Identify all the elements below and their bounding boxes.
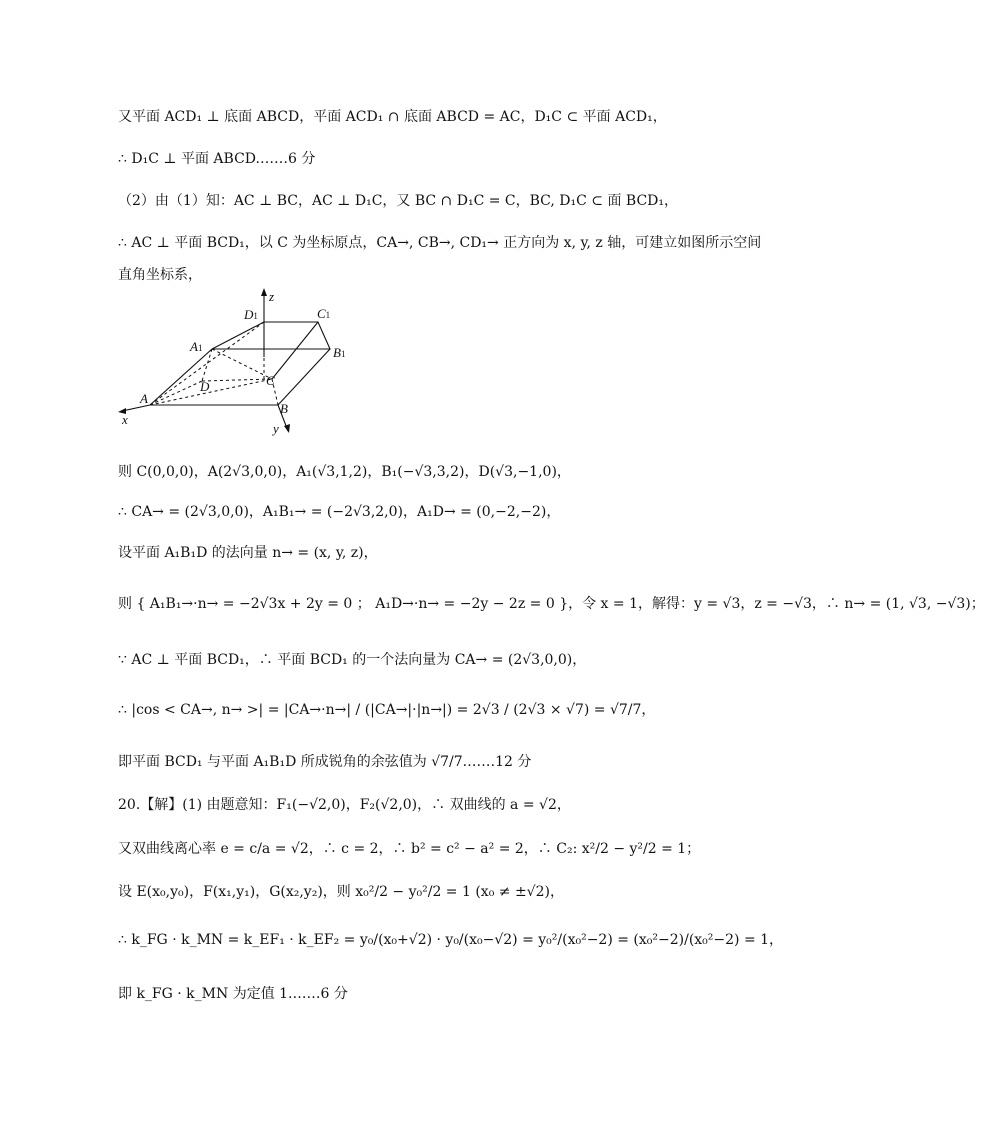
svg-text:C1: C1: [317, 306, 331, 321]
line-11: ∴ |cos < CA→, n→ >| = |CA→·n→| / (|CA→|·|n→|) = 2√3 / (2√3 × √7) = √7/7，: [118, 702, 656, 718]
line-10: ∵ AC ⊥ 平面 BCD₁，∴ 平面 BCD₁ 的一个法向量为 CA→ = (2√3,0,0)，: [118, 652, 587, 668]
line-16: ∴ k_FG · k_MN = k_EF₁ · k_EF₂ = y₀/(x₀+√2) · y₀/(x₀−√2) = y₀²/(x₀²−2) = (x₀²−2)/(x₀²−2) = 1，: [118, 932, 784, 948]
line-4: ∴ AC ⊥ 平面 BCD₁，以 C 为坐标原点，CA→, CB→, CD₁→ 正方向为 x, y, z 轴，可建立如图所示空间: [118, 235, 762, 251]
line-7: ∴ CA→ = (2√3,0,0)，A₁B₁→ = (−2√3,2,0)，A₁D→ = (0,−2,−2)，: [118, 504, 561, 520]
svg-text:y: y: [273, 421, 279, 436]
line-2: ∴ D₁C ⊥ 平面 ABCD.……6 分: [118, 151, 316, 167]
line-9: 则 { A₁B₁→·n→ = −2√3x + 2y = 0 ； A₁D→·n→ = −2y − 2z = 0 }，令 x = 1，解得：y = √3，z = −√3，∴ n→ = (1, √3, −√3)；: [118, 596, 985, 612]
line-3: （2）由（1）知：AC ⊥ BC，AC ⊥ D₁C，又 BC ∩ D₁C = C，BC, D₁C ⊂ 面 BCD₁，: [118, 193, 679, 209]
svg-text:D1: D1: [244, 307, 258, 322]
line-17: 即 k_FG · k_MN 为定值 1.……6 分: [118, 986, 348, 1002]
svg-text:C: C: [266, 373, 275, 388]
coordinate-figure: [112, 287, 372, 436]
svg-text:z: z: [269, 289, 275, 304]
line-6: 则 C(0,0,0)，A(2√3,0,0)，A₁(√3,1,2)，B₁(−√3,3,2)，D(√3,−1,0)，: [118, 464, 571, 480]
line-13: 20.【解】(1) 由题意知：F₁(−√2,0)，F₂(√2,0)，∴ 双曲线的 a = √2，: [118, 797, 571, 813]
line-1: 又平面 ACD₁ ⊥ 底面 ABCD，平面 ACD₁ ∩ 底面 ABCD = AC，D₁C ⊂ 平面 ACD₁，: [118, 109, 667, 125]
svg-text:A1: A1: [190, 339, 203, 354]
svg-text:x: x: [122, 412, 128, 427]
line-15: 设 E(x₀,y₀)，F(x₁,y₁)，G(x₂,y₂)，则 x₀²/2 − y₀²/2 = 1 (x₀ ≠ ±√2)，: [118, 884, 564, 900]
line-5: 直角坐标系，: [118, 267, 202, 283]
svg-text:B: B: [280, 401, 288, 416]
line-8: 设平面 A₁B₁D 的法向量 n→ = (x, y, z)，: [118, 545, 378, 561]
line-12: 即平面 BCD₁ 与平面 A₁B₁D 所成锐角的余弦值为 √7/7.……12 分: [118, 754, 532, 770]
svg-text:A: A: [140, 391, 148, 406]
svg-text:B1: B1: [333, 345, 346, 360]
line-14: 又双曲线离心率 e = c/a = √2，∴ c = 2，∴ b² = c² − a² = 2，∴ C₂: x²/2 − y²/2 = 1；: [118, 841, 701, 857]
svg-text:D: D: [200, 379, 210, 394]
